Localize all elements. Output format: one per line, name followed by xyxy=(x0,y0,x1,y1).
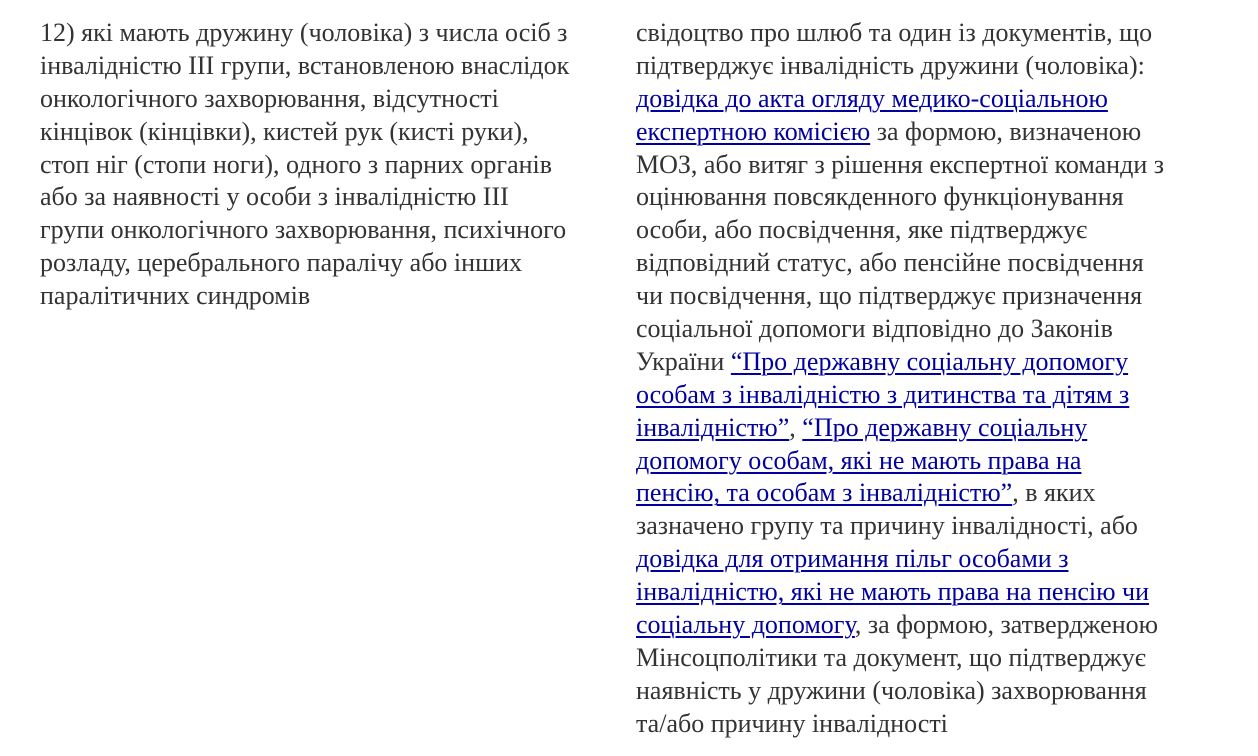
documents-line xyxy=(636,214,1236,247)
category-line: кінцівок (кінцівки), кистей рук (кисті руки), xyxy=(40,116,529,146)
documents-text: підтверджує інвалідність дружини (чоловіка): xyxy=(636,50,1145,80)
documents-line xyxy=(636,17,1236,50)
documents-line xyxy=(636,445,1236,478)
link-benefits-certificate[interactable]: інвалідністю, які не мають права на пенсію чи xyxy=(636,577,1150,607)
documents-text: , за формою, затвердженою xyxy=(854,610,1159,640)
documents-text: свідоцтво про шлюб та один із документів, що xyxy=(636,18,1153,47)
link-law-no-pension[interactable]: допомогу особам, які не мають права на xyxy=(636,445,1082,475)
documents-text: за формою, визначеною xyxy=(870,116,1142,146)
link-law-childhood-disability[interactable]: інвалідністю” xyxy=(636,412,790,442)
documents-line xyxy=(636,609,1236,642)
category-line: стоп ніг (стопи ноги), одного з парних органів xyxy=(40,149,553,179)
documents-line xyxy=(636,510,1236,543)
documents-line xyxy=(636,477,1236,510)
category-line: паралітичних синдромів xyxy=(40,281,311,311)
documents-line xyxy=(636,247,1236,280)
documents-cell xyxy=(636,17,1236,741)
link-benefits-certificate[interactable]: довідка для отримання пільг особами з xyxy=(636,544,1069,574)
documents-line xyxy=(636,642,1236,675)
documents-text: МОЗ, або витяг з рішення експертної команди з xyxy=(636,149,1164,179)
documents-line xyxy=(636,708,1236,741)
category-line: онкологічного захворювання, відсутності xyxy=(40,83,499,113)
documents-line xyxy=(636,116,1236,149)
documents-text: , в яких xyxy=(1012,478,1096,508)
documents-text: чи посвідчення, що підтверджує призначення xyxy=(636,281,1143,311)
link-law-no-pension[interactable]: пенсію, та особам з інвалідністю” xyxy=(636,478,1013,508)
link-law-no-pension[interactable]: “Про державну соціальну xyxy=(802,412,1088,442)
documents-text: відповідний статус, або пенсійне посвідчення xyxy=(636,248,1144,278)
link-law-childhood-disability[interactable]: “Про державну соціальну допомогу xyxy=(730,346,1129,376)
category-line: інвалідністю III групи, встановленою внаслідок xyxy=(40,50,570,80)
documents-text: наявність у дружини (чоловіка) захворювання xyxy=(636,675,1147,705)
category-line: або за наявності у особи з інвалідністю III xyxy=(40,182,509,212)
documents-text: , xyxy=(789,412,803,442)
documents-line xyxy=(636,149,1236,182)
documents-text: соціальної допомоги відповідно до Законів xyxy=(636,314,1113,344)
documents-line xyxy=(636,379,1236,412)
documents-text: Мінсоцполітики та документ, що підтверджує xyxy=(636,642,1146,672)
documents-line xyxy=(636,313,1236,346)
link-benefits-certificate[interactable]: соціальну допомогу xyxy=(636,610,855,640)
link-mse-certificate[interactable]: експертною комісією xyxy=(636,116,871,146)
documents-line xyxy=(636,675,1236,708)
link-mse-certificate[interactable]: довідка до акта огляду медико-соціальною xyxy=(636,83,1108,113)
documents-line xyxy=(636,412,1236,445)
documents-line xyxy=(636,50,1236,83)
link-law-childhood-disability[interactable]: особам з інвалідністю з дитинства та дітям з xyxy=(636,379,1130,409)
documents-line xyxy=(636,543,1236,576)
documents-text: особи, або посвідчення, яке підтверджує xyxy=(636,215,1088,245)
documents-text: зазначено групу та причину інвалідності, або xyxy=(636,511,1138,541)
category-line: 12) які мають дружину (чоловіка) з числа осіб з xyxy=(40,18,568,47)
documents-line xyxy=(636,83,1236,116)
documents-text: України xyxy=(636,346,731,376)
documents-line xyxy=(636,346,1236,379)
documents-text: та/або причину інвалідності xyxy=(636,708,948,738)
documents-line xyxy=(636,280,1236,313)
category-line: розладу, церебрального паралічу або інших xyxy=(40,248,523,278)
category-cell xyxy=(40,17,640,313)
documents-line xyxy=(636,181,1236,214)
documents-text: оцінювання повсякденного функціонування xyxy=(636,182,1124,212)
category-line: групи онкологічного захворювання, психічного xyxy=(40,215,567,245)
documents-line xyxy=(636,576,1236,609)
